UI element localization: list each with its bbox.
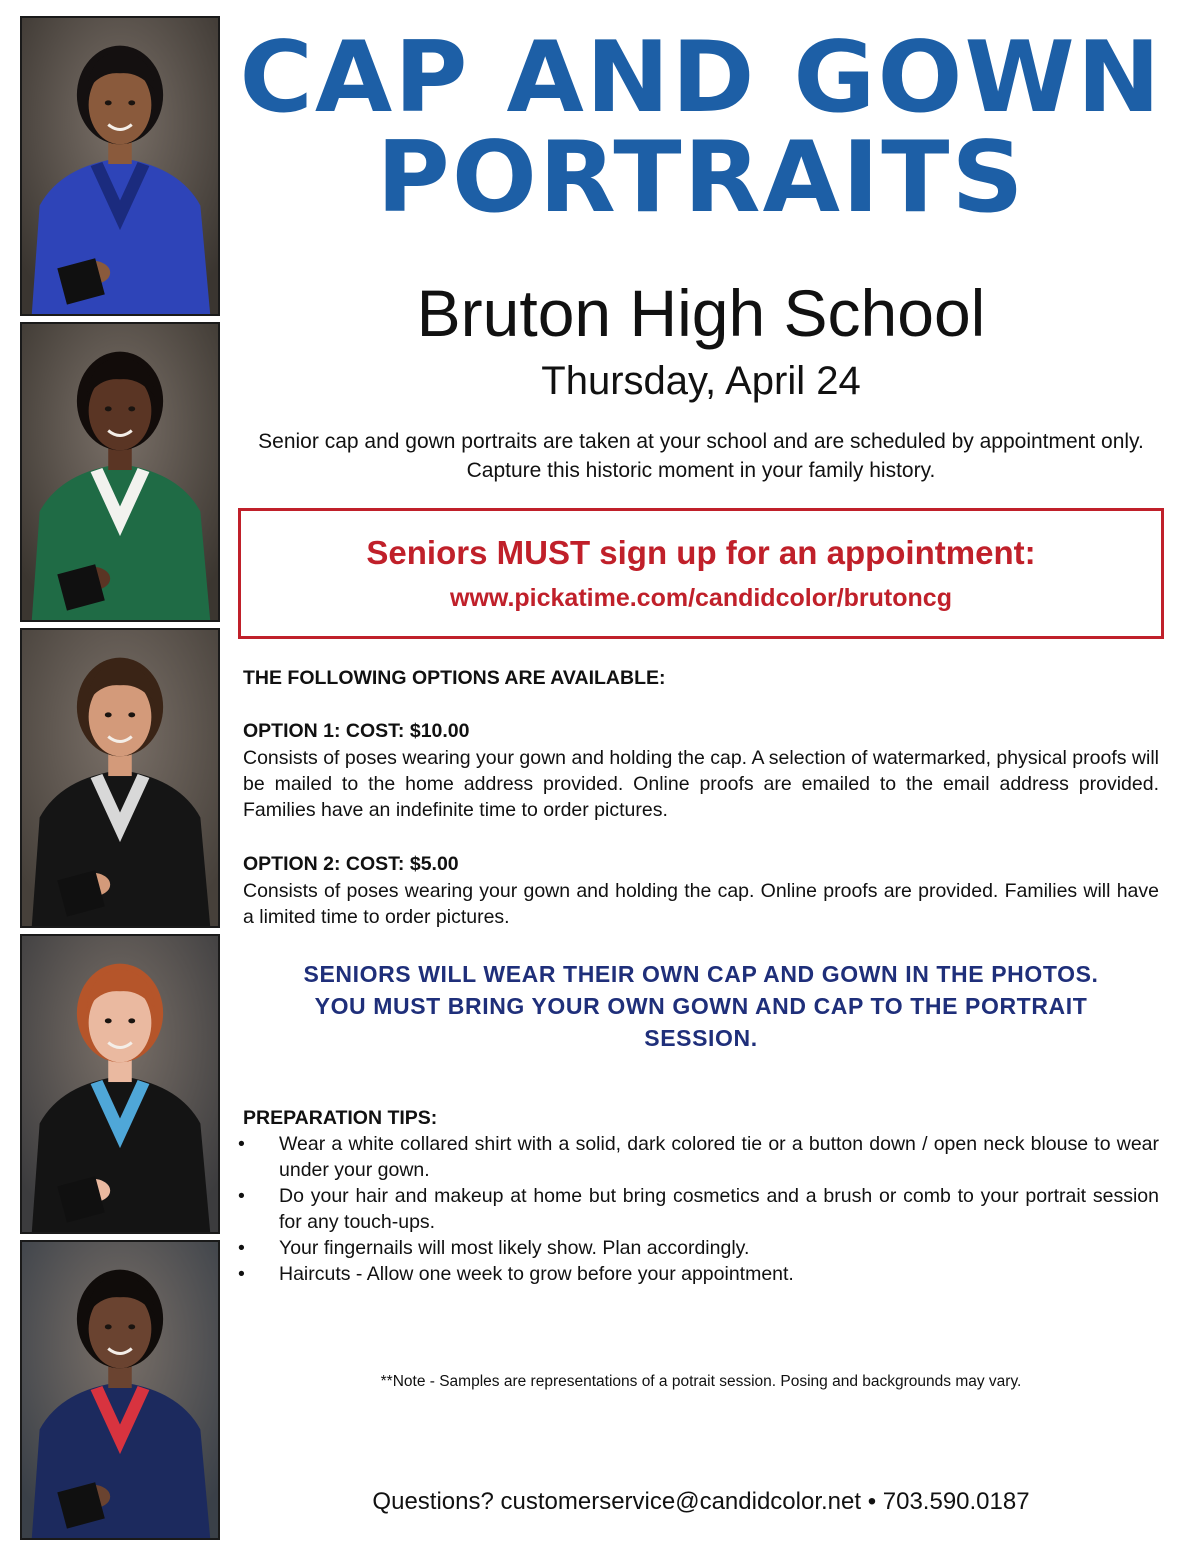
notice-line-1: SENIORS WILL WEAR THEIR OWN CAP AND GOWN IN THE PHOTOS. [303,961,1099,987]
bullet: • [238,1185,245,1207]
portrait-photo [20,16,220,316]
portrait-photo [20,1240,220,1540]
tips-heading: PREPARATION TIPS: [243,1107,438,1129]
tip-text: Haircuts - Allow one week to grow before your appointment. [279,1263,794,1285]
option-1-description: Consists of poses wearing your gown and holding the cap. A selection of watermarked, physical proofs will be mailed to the home address provided. Online proofs are emailed to the email address provided. Families have an indefinite time to order pictures. [243,747,1159,821]
portrait-photo [20,934,220,1234]
event-date: Thursday, April 24 [541,359,861,403]
bullet: • [238,1237,245,1259]
signup-heading: Seniors MUST sign up for an appointment: [366,534,1036,571]
portrait-photo [20,628,220,928]
list-item [238,1131,1159,1183]
disclaimer-note: **Note - Samples are representations of a potrait session. Posing and backgrounds may vary. [380,1373,1022,1390]
signup-url[interactable]: www.pickatime.com/candidcolor/brutoncg [450,584,952,612]
contact-info: Questions? customerservice@candidcolor.net • 703.590.0187 [372,1488,1030,1515]
tips-list [238,1131,1159,1287]
list-item [238,1261,1159,1287]
bullet: • [238,1133,245,1155]
portrait-photo [20,322,220,622]
title-line-2: PORTRAITS [376,121,1026,235]
graduate-portrait-image [22,936,218,1232]
school-name: Bruton High School [416,276,986,350]
bullet: • [238,1263,245,1285]
graduate-portrait-image [22,630,218,926]
signup-box [238,508,1164,639]
option-2-heading: OPTION 2: COST: $5.00 [243,853,459,875]
page-title [229,21,1174,235]
notice-line-3: SESSION. [644,1025,758,1051]
tip-text: Wear a white collared shirt with a solid, dark colored tie or a button down / open neck blouse to wear under your gown. [279,1133,1159,1181]
options-heading: THE FOLLOWING OPTIONS ARE AVAILABLE: [243,667,666,689]
list-item [238,1235,1159,1261]
tip-text: Do your hair and makeup at home but bring cosmetics and a brush or comb to your portrait session for any touch-ups. [279,1185,1159,1233]
graduate-portrait-image [22,18,218,314]
intro-text: Senior cap and gown portraits are taken at your school and are scheduled by appointment only. Capture this historic moment in your family history. [258,430,1144,482]
option-2-description: Consists of poses wearing your gown and holding the cap. Online proofs are provided. Families will have a limited time to order pictures. [243,880,1159,928]
tip-text: Your fingernails will most likely show. Plan accordingly. [279,1237,750,1259]
graduate-portrait-image [22,1242,218,1538]
graduate-portrait-image [22,324,218,620]
cap-gown-notice [238,958,1164,1054]
notice-line-2: YOU MUST BRING YOUR OWN GOWN AND CAP TO THE PORTRAIT [314,993,1088,1019]
list-item [238,1183,1159,1235]
title-line-1: CAP AND GOWN [239,21,1163,135]
option-1-heading: OPTION 1: COST: $10.00 [243,720,470,742]
